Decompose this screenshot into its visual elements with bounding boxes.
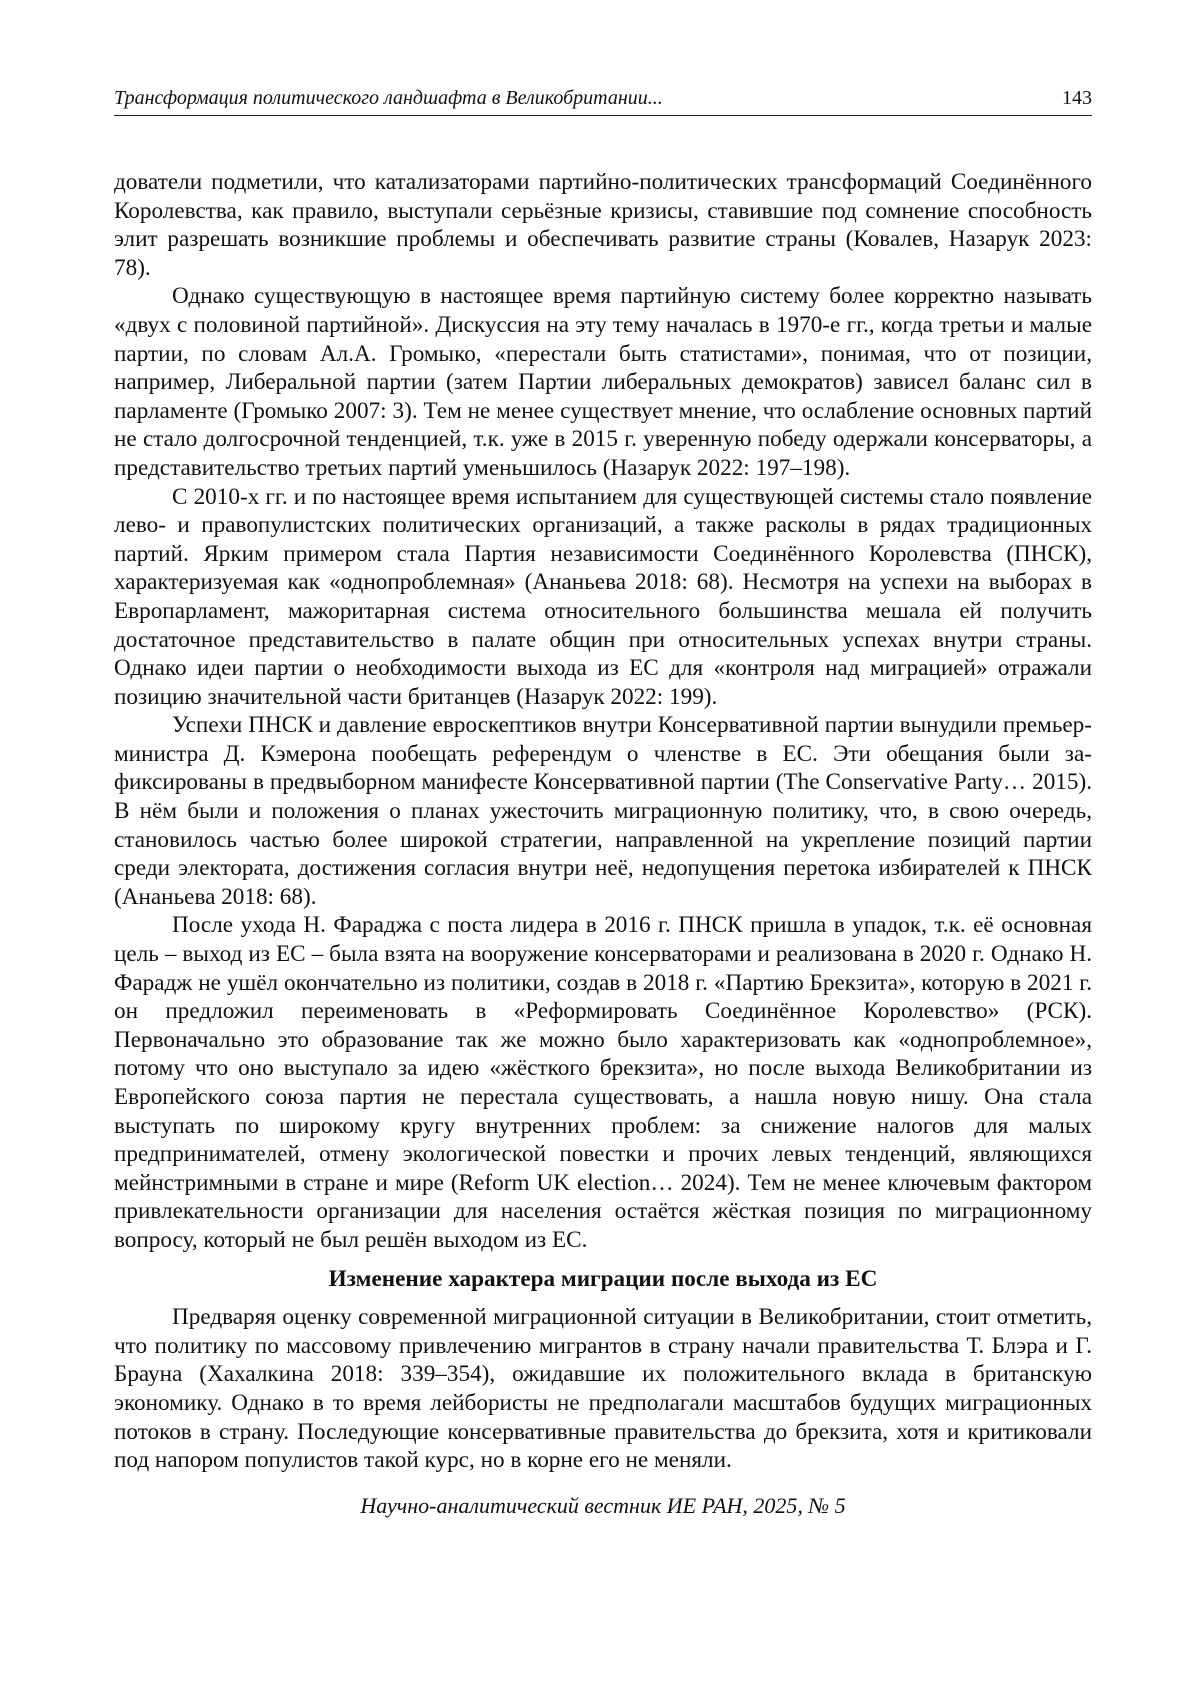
running-title: Трансформация политического ландшафта в Великобритании... — [114, 87, 663, 109]
running-footer: Научно-аналитический вестник ИЕ РАН, 2025, № 5 — [360, 1493, 846, 1518]
paragraph: Предваряя оценку современной миграционной ситуации в Великобритании, стоит отметить, что политику по массовому привлечению мигрантов в страну начали правительства Т. Блэра и Г. Брауна (Хахалкина 2018: 339–354), ожидавшие их положительного вклада в британскую экономику. Однако в то время лейбористы не предполагали масштабов будущих миграционных потоков в страну. Последующие консервативные правительства до брекзита, хотя и критиковали под напором популистов такой курс, но в корне его не меняли. — [114, 1304, 1092, 1474]
section-heading: Изменение характера миграции после выхода из ЕС — [328, 1265, 878, 1292]
paragraph: дователи подметили, что катализаторами партийно-политических трансформаций Соединённого Королевства, как правило, выступали серьёзные кризисы, ставившие под сомнение способность элит разрешать возникшие проблемы и обеспечивать развитие страны (Ковалев, Назарук 2023: 78). — [114, 169, 1092, 281]
body-text — [114, 168, 1092, 1475]
page-number: 143 — [1062, 87, 1092, 109]
paragraph: Успехи ПНСК и давление евроскептиков внутри Консервативной партии вынудили премьер-министра Д. Кэмерона пообещать референдум о членстве в ЕС. Эти обещания были зафиксированы в предвыборном манифесте Консервативной партии (The Conservative Party… 2015). В нём были и положения о планах ужесточить миграционную политику, что, в свою очередь, становилось частью более широкой стратегии, направленной на укрепление позиций партии среди электората, достижения согласия внутри неё, недопущения перетока избирателей к ПНСК (Ананьева 2018: 68). — [114, 712, 1092, 910]
paragraph: С 2010-х гг. и по настоящее время испытанием для существующей системы стало появление лево- и правопулистских политических организаций, а также расколы в рядах традиционных партий. Ярким примером стала Партия независимости Соединённого Королевства (ПНСК), характеризуемая как «однопроблемная» (Ананьева 2018: 68). Несмотря на успехи на выборах в Европарламент, мажоритарная система относительного большинства мешала ей получить достаточное представительство в палате общин при относительных успехах внутри страны. Однако идеи партии о необходимости выхода из ЕС для «контроля над миграцией» отражали позицию значительной части британцев (Назарук 2022: 199). — [114, 483, 1092, 710]
running-header — [114, 86, 1092, 116]
paragraph: После ухода Н. Фараджа с поста лидера в 2016 г. ПНСК пришла в упадок, т.к. её основная цель – выход из ЕС – была взята на вооружение консерваторами и реализована в 2020 г. Однако Н. Фарадж не ушёл окончательно из политики, создав в 2018 г. «Партию Брекзита», которую в 2021 г. он предложил переименовать в «Реформировать Соединённое Королевство» (РСК). Первоначально это образование так же можно было характеризовать как «однопроблемное», потому что оно выступало за идею «жёсткого брекзита», но после выхода Великобритании из Европейского союза партия не перестала существовать, а нашла новую нишу. Она стала выступать по широкому кругу внутренних проблем: за снижение налогов для малых предпринимателей, отмену экологической повестки и прочих левых тенденций, являющихся мейнстримными в стране и мире (Reform UK election… 2024). Тем не менее ключевым фактором привлекательности организации для населения остаётся жёсткая позиция по миграционному вопросу, который не был решён выходом из ЕС. — [114, 912, 1092, 1253]
paragraph: Однако существующую в настоящее время партийную систему более корректно называть «двух с половиной партийной». Дискуссия на эту тему началась в 1970-е гг., когда третьи и малые партии, по словам Ал.А. Громыко, «перестали быть статистами», понимая, что от позиции, например, Либеральной партии (затем Партии либеральных демократов) зависел баланс сил в парламенте (Громыко 2007: 3). Тем не менее существует мнение, что ослабление основных партий не стало долгосрочной тенденцией, т.к. уже в 2015 г. уверенную победу одержали консерваторы, а представительство третьих партий уменьшилось (Назарук 2022: 197–198). — [114, 283, 1092, 481]
